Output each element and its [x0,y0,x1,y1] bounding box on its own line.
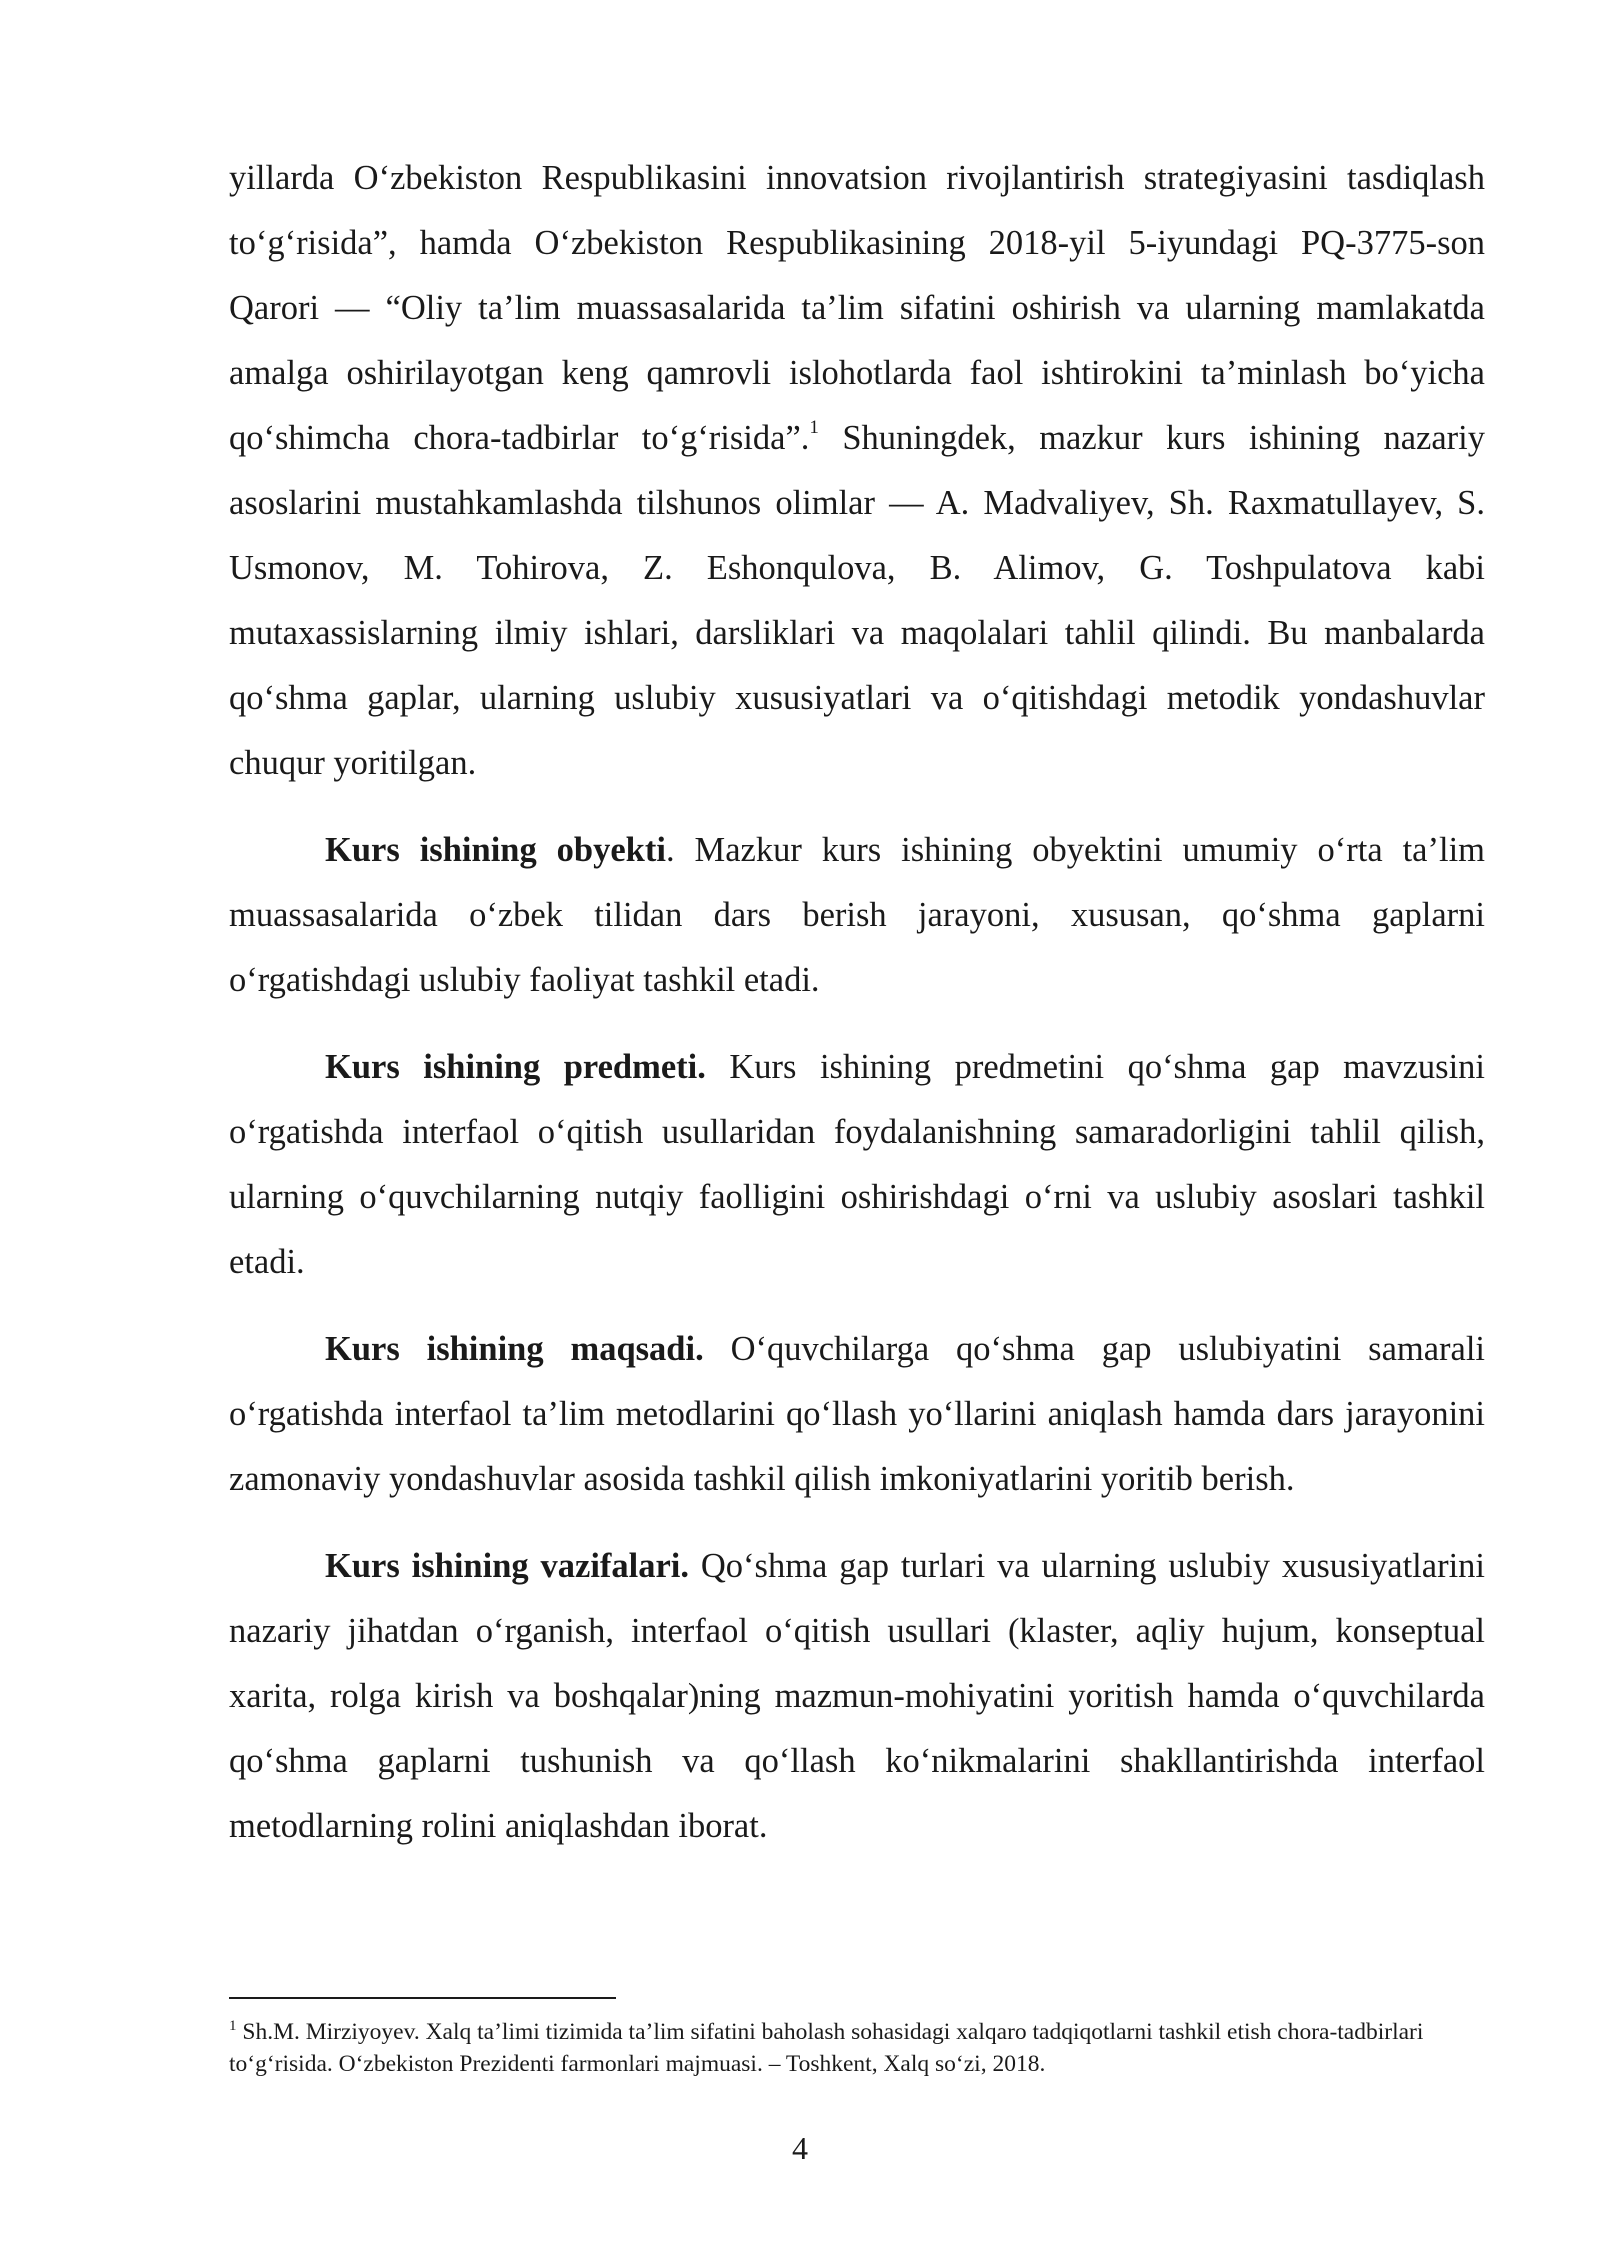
tasks-heading: Kurs ishining vazifalari. [325,1547,689,1585]
footnote [229,2016,1485,2080]
intro-paragraph [229,146,1485,796]
footnote-separator [229,1997,616,1999]
object-text: . Mazkur kurs ishining obyektini umumiy o‘rta ta’lim muassasalarida o‘zbek tilidan dars berish jarayoni, xususan, qo‘shma gaplarni o‘rgatishdagi uslubiy faoliyat tashkil etadi. [229,831,1485,999]
goal-heading: Kurs ishining maqsadi. [325,1330,704,1368]
intro-text: yillarda O‘zbekiston Respublikasini innovatsion rivojlantirish strategiyasini tasdiqlash to‘g‘risida”, hamda O‘zbekiston Respublikasining 2018-yil 5-iyundagi PQ-3775-son Qarori — “Oliy ta’lim muassasalarida ta’lim sifatini oshirish va ularning mamlakatda amalga oshirilayotgan keng qamrovli islohotlarda faol ishtirokini ta’minlash bo‘yicha qo‘shimcha chora-tadbirlar to‘g‘risida”. [229,159,1485,457]
footnote-marker: 1 [229,2018,237,2035]
tasks-paragraph [229,1534,1485,1859]
subject-text: Kurs ishining predmetini qo‘shma gap mavzusini o‘rgatishda interfaol o‘qitish usullaridan foydalanishning samaradorligini tahlil qilish, ularning o‘quvchilarning nutqiy faolligini oshirishdagi o‘rni va uslubiy asoslari tashkil etadi. [229,1048,1485,1281]
subject-heading: Kurs ishining predmeti. [325,1048,706,1086]
goal-paragraph [229,1317,1485,1512]
goal-text: O‘quvchilarga qo‘shma gap uslubiyatini samarali o‘rgatishda interfaol ta’lim metodlarini qo‘llash yo‘llarini aniqlash hamda dars jarayonini zamonaviy yondashuvlar asosida tashkil qilish imkoniyatlarini yoritib berish. [229,1330,1485,1498]
footnote-text: Sh.M. Mirziyoyev. Xalq ta’limi tizimida ta’lim sifatini baholash sohasidagi xalqaro tadqiqotlarni tashkil etish chora-tadbirlari to‘g‘risida. O‘zbekiston Prezidenti farmonlari majmuasi. – Toshkent, Xalq so‘zi, 2018. [229,2019,1424,2077]
tasks-text: Qo‘shma gap turlari va ularning uslubiy xususiyatlarini nazariy jihatdan o‘rganish, interfaol o‘qitish usullari (klaster, aqliy hujum, konseptual xarita, rolga kirish va boshqalar)ning mazmun-mohiyatini yoritish hamda o‘quvchilarda qo‘shma gaplarni tushunish va qo‘llash ko‘nikmalarini shakllantirishda interfaol metodlarning rolini aniqlashdan iborat. [229,1547,1485,1845]
intro-text-continued: Shuningdek, mazkur kurs ishining nazariy asoslarini mustahkamlashda tilshunos olimlar — A. Madvaliyev, Sh. Raxmatullayev, S. Usmonov, M. Tohirova, Z. Eshonqulova, B. Alimov, G. Toshpulatova kabi mutaxassislarning ilmiy ishlari, darsliklari va maqolalari tahlil qilindi. Bu manbalarda qo‘shma gaplar, ularning uslubiy xususiyatlari va o‘qitishdagi metodik yondashuvlar chuqur yoritilgan. [229,419,1485,782]
object-heading: Kurs ishining obyekti [325,831,666,869]
footnote-reference: 1 [809,416,819,438]
page-number: 4 [792,2130,808,2166]
page-body [229,146,1485,1859]
object-paragraph [229,818,1485,1013]
subject-paragraph [229,1035,1485,1295]
